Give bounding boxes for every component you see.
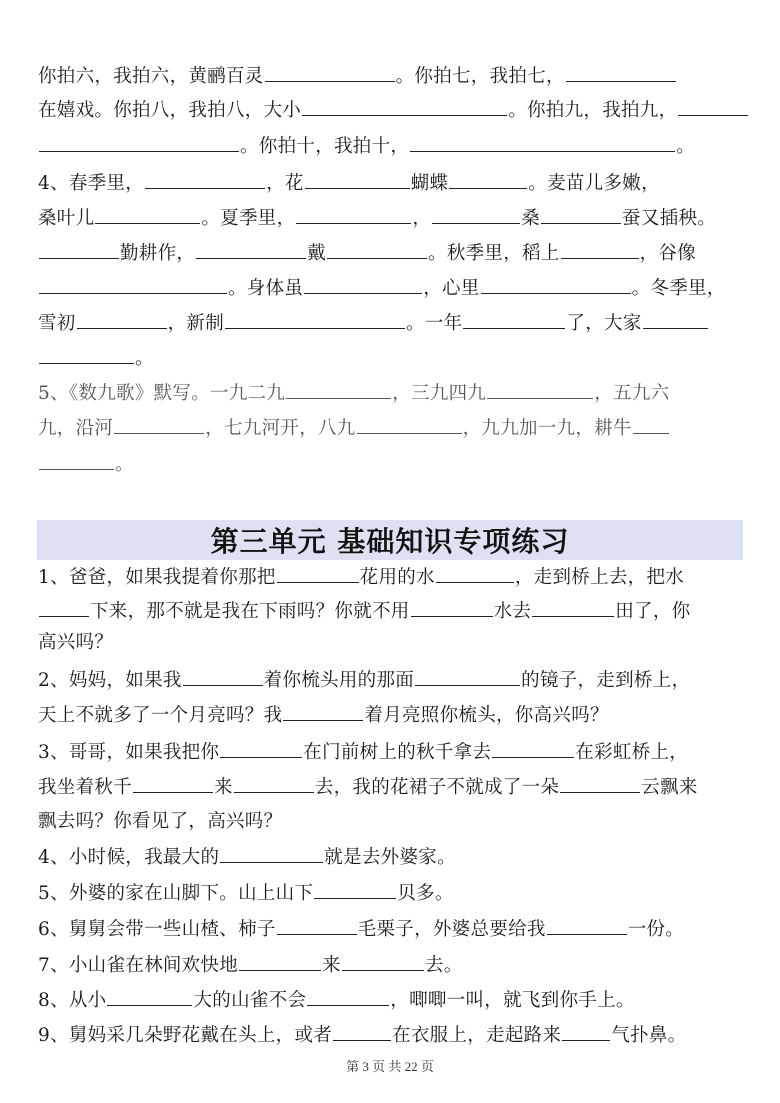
exercise-text: 4、小时候，我最大的 — [38, 847, 220, 868]
fill-in-blank[interactable] — [296, 205, 411, 224]
exercise-text: 我坐着秋千 — [38, 777, 133, 798]
exercise-text: 毛栗子，外婆总要给我 — [357, 919, 546, 940]
exercise-line — [38, 630, 744, 656]
fill-in-blank[interactable] — [39, 345, 134, 364]
exercise-text: 。你拍十，我拍十， — [240, 136, 410, 157]
exercise-line — [38, 844, 744, 871]
exercise-text: 高兴吗？ — [38, 632, 114, 653]
exercise-line — [38, 133, 744, 160]
exercise-line — [38, 63, 744, 90]
page-footer: 第 3 页 共 22 页 — [346, 1059, 434, 1074]
exercise-text: 一份。 — [627, 919, 685, 940]
exercise-text: 天上不就多了一个月亮吗？我 — [38, 705, 283, 726]
fill-in-blank[interactable] — [643, 310, 708, 329]
fill-in-blank[interactable] — [39, 598, 89, 617]
exercise-text: 蚕又插秧。 — [622, 208, 717, 229]
exercise-text: 在衣服上，走起路来 — [392, 1025, 562, 1046]
exercise-text: ，三九四九 — [392, 383, 487, 404]
exercise-text: 就是去外婆家。 — [324, 847, 456, 868]
exercise-line — [38, 809, 744, 835]
fill-in-blank[interactable] — [277, 916, 357, 935]
fill-in-blank[interactable] — [487, 380, 593, 399]
exercise-line — [38, 97, 744, 124]
exercise-text: 九，沿河 — [38, 418, 114, 439]
exercise-text: 水去 — [493, 601, 532, 622]
exercise-line — [38, 240, 744, 267]
exercise-text: 1、爸爸，如果我提着你那把 — [38, 567, 276, 588]
fill-in-blank[interactable] — [39, 275, 227, 294]
exercise-line — [38, 564, 744, 591]
exercise-text: ，谷像 — [639, 243, 697, 264]
exercise-text: 气扑鼻。 — [611, 1025, 687, 1046]
exercise-text: 来 — [322, 955, 341, 976]
exercise-text: 蝴蝶 — [410, 173, 449, 194]
fill-in-blank[interactable] — [234, 774, 314, 793]
fill-in-blank[interactable] — [532, 598, 614, 617]
fill-in-blank[interactable] — [560, 774, 640, 793]
fill-in-blank[interactable] — [432, 205, 520, 224]
fill-in-blank[interactable] — [145, 170, 265, 189]
exercise-text: 了，大家 — [566, 313, 642, 334]
exercise-text: 大的山雀不会 — [193, 990, 307, 1011]
exercise-text: 。 — [676, 136, 696, 157]
exercise-text: 在嬉戏。你拍八，我拍八，大小 — [38, 100, 302, 121]
fill-in-blank[interactable] — [547, 916, 627, 935]
exercise-line — [38, 952, 744, 979]
exercise-line — [38, 702, 744, 729]
fill-in-blank[interactable] — [133, 774, 213, 793]
fill-in-blank[interactable] — [415, 667, 520, 686]
fill-in-blank[interactable] — [633, 415, 669, 434]
fill-in-blank[interactable] — [463, 310, 565, 329]
fill-in-blank[interactable] — [566, 63, 676, 82]
fill-in-blank[interactable] — [39, 133, 239, 152]
exercise-line — [38, 170, 744, 197]
exercise-text: 在彩虹桥上， — [575, 742, 689, 763]
fill-in-blank[interactable] — [239, 952, 321, 971]
exercise-text: 3、哥哥，如果我把你 — [38, 742, 220, 763]
exercise-text: 。你拍七，我拍七， — [395, 66, 565, 87]
fill-in-blank[interactable] — [183, 667, 263, 686]
exercise-text: 戴 — [307, 243, 327, 264]
exercise-text: 4、春季里， — [38, 173, 145, 194]
exercise-text: ，七九河开，八九 — [205, 418, 356, 439]
exercise-text: 7、小山雀在林间欢快地 — [38, 955, 239, 976]
exercise-text: 的镜子，走到桥上， — [521, 670, 691, 691]
fill-in-blank[interactable] — [678, 97, 748, 116]
exercise-text: ， — [412, 208, 432, 229]
fill-in-blank[interactable] — [307, 987, 389, 1006]
fill-in-blank[interactable] — [327, 240, 427, 259]
exercise-line — [38, 451, 744, 478]
exercise-line — [38, 1022, 744, 1049]
exercise-text: 2、妈妈，如果我 — [38, 670, 182, 691]
fill-in-blank[interactable] — [541, 205, 621, 224]
exercise-text: ，花 — [266, 173, 304, 194]
exercise-line — [38, 598, 744, 625]
exercise-line — [38, 380, 744, 407]
exercise-line — [38, 739, 744, 766]
exercise-text: 桑 — [521, 208, 541, 229]
exercise-text: 9、舅妈采几朵野花戴在头上，或者 — [38, 1025, 333, 1046]
fill-in-blank[interactable] — [95, 205, 200, 224]
fill-in-blank[interactable] — [107, 987, 192, 1006]
fill-in-blank[interactable] — [220, 739, 302, 758]
exercise-text: 田了，你 — [615, 601, 691, 622]
exercise-text: 在门前树上的秋千拿去 — [303, 742, 492, 763]
exercise-text: 你拍六，我拍六，黄鹂百灵 — [38, 66, 264, 87]
fill-in-blank[interactable] — [39, 451, 114, 470]
exercise-text: 去。 — [424, 955, 463, 976]
exercise-text: 。冬季里， — [631, 278, 726, 299]
exercise-text: 。麦苗儿多嫩， — [528, 173, 660, 194]
exercise-line — [38, 345, 744, 372]
exercise-text: ，心里 — [423, 278, 480, 299]
fill-in-blank[interactable] — [314, 880, 396, 899]
fill-in-blank[interactable] — [436, 564, 514, 583]
fill-in-blank[interactable] — [286, 380, 391, 399]
exercise-text: 来 — [214, 777, 233, 798]
fill-in-blank[interactable] — [342, 952, 424, 971]
fill-in-blank[interactable] — [561, 240, 639, 259]
exercise-text: 着月亮照你梳头，你高兴吗？ — [364, 705, 609, 726]
fill-in-blank[interactable] — [277, 564, 359, 583]
exercise-text: 贝多。 — [397, 883, 454, 904]
exercise-text: 。 — [135, 348, 154, 369]
fill-in-blank[interactable] — [481, 275, 631, 294]
exercise-text: 6、舅舅会带一些山楂、柿子 — [38, 919, 276, 940]
exercise-text: 桑叶儿 — [38, 208, 95, 229]
exercise-text: 8、从小 — [38, 990, 107, 1011]
fill-in-blank[interactable] — [265, 63, 395, 82]
exercise-text: 5、《数九歌》默写。一九二九 — [38, 383, 286, 404]
fill-in-blank[interactable] — [220, 844, 323, 863]
exercise-text: ，五九六 — [594, 383, 670, 404]
exercise-text: ，走到桥上去，把水 — [514, 567, 685, 588]
fill-in-blank[interactable] — [449, 170, 527, 189]
exercise-text: 。一年 — [406, 313, 463, 334]
exercise-text: 。夏季里， — [201, 208, 296, 229]
exercise-line — [38, 667, 744, 694]
fill-in-blank[interactable] — [304, 275, 422, 294]
exercise-text: 着你梳头用的那面 — [263, 670, 415, 691]
exercise-text: 。 — [115, 454, 134, 475]
fill-in-blank[interactable] — [333, 1022, 391, 1041]
exercise-text: 去，我的花裙子不就成了一朵 — [314, 777, 560, 798]
exercise-text: 飘去吗？你看见了，高兴吗？ — [38, 811, 283, 832]
fill-in-blank[interactable] — [302, 97, 507, 116]
fill-in-blank[interactable] — [225, 310, 405, 329]
exercise-line — [38, 415, 744, 442]
exercise-text: ，九九加一九，耕牛 — [462, 418, 632, 439]
fill-in-blank[interactable] — [410, 133, 675, 152]
exercise-text: ，唧唧一叫，就飞到你手上。 — [390, 990, 635, 1011]
exercise-line — [38, 310, 744, 337]
exercise-text: 雪初 — [38, 313, 76, 334]
exercise-line — [38, 987, 744, 1014]
unit-title: 第三单元 基础知识专项练习 — [210, 525, 570, 558]
fill-in-blank[interactable] — [357, 415, 462, 434]
exercise-text: 云飘来 — [641, 777, 698, 798]
fill-in-blank[interactable] — [562, 1022, 610, 1041]
exercise-text: 。你拍九，我拍九， — [508, 100, 678, 121]
fill-in-blank[interactable] — [114, 415, 204, 434]
exercise-text: 5、外婆的家在山脚下。山上山下 — [38, 883, 314, 904]
exercise-text: 花用的水 — [359, 567, 435, 588]
exercise-line — [38, 880, 744, 907]
fill-in-blank[interactable] — [196, 240, 306, 259]
exercise-text: 勤耕作， — [120, 243, 196, 264]
exercise-text: 。秋季里，稻上 — [428, 243, 560, 264]
fill-in-blank[interactable] — [411, 598, 493, 617]
exercise-text: 。身体虽 — [228, 278, 304, 299]
exercise-line — [38, 916, 744, 943]
exercise-text: ，新制 — [167, 313, 225, 334]
fill-in-blank[interactable] — [77, 310, 167, 329]
fill-in-blank[interactable] — [492, 739, 574, 758]
exercise-line — [38, 774, 744, 801]
unit-header-band — [37, 520, 743, 560]
exercise-line — [38, 205, 744, 232]
exercise-text: 下来，那不就是我在下雨吗？你就不用 — [90, 601, 410, 622]
fill-in-blank[interactable] — [305, 170, 410, 189]
exercise-line — [38, 275, 744, 302]
fill-in-blank[interactable] — [39, 240, 119, 259]
fill-in-blank[interactable] — [283, 702, 363, 721]
